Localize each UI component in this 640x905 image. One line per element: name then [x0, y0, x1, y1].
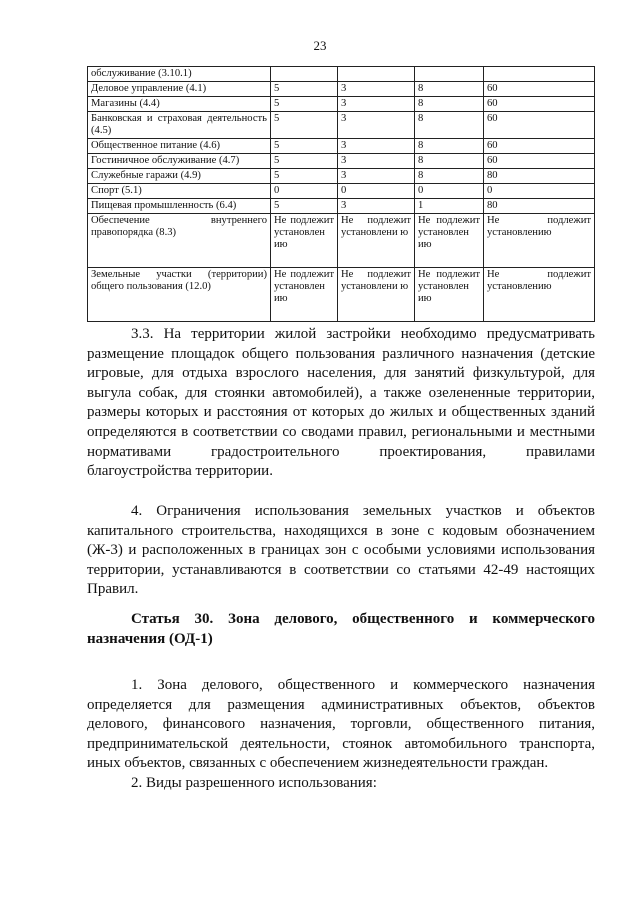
table-cell: 0 — [484, 184, 595, 199]
table-row — [88, 169, 595, 184]
table-cell: обслуживание (3.10.1) — [88, 67, 271, 82]
table-cell: 60 — [484, 139, 595, 154]
table-cell: Не подлежит установлени ю — [338, 214, 415, 268]
table-cell: 0 — [415, 184, 484, 199]
table-cell — [338, 67, 415, 82]
table-row — [88, 214, 595, 268]
table-cell: 3 — [338, 82, 415, 97]
table-cell: 3 — [338, 169, 415, 184]
table-cell: Спорт (5.1) — [88, 184, 271, 199]
page-number: 23 — [313, 38, 327, 53]
table-cell: 5 — [271, 169, 338, 184]
table-cell: 8 — [415, 139, 484, 154]
article-30-heading: Статья 30. Зона делового, общественного и коммерческого назначения (ОД-1) — [87, 611, 595, 647]
table-cell: 3 — [338, 112, 415, 139]
table-cell: Земельные участки (территории) общего пользования (12.0) — [88, 268, 271, 322]
table-cell: Деловое управление (4.1) — [88, 82, 271, 97]
table-cell: Не подлежит установлению — [484, 214, 595, 268]
table-cell: Гостиничное обслуживание (4.7) — [88, 154, 271, 169]
zone-parameters-table — [87, 66, 595, 322]
table-cell: Не подлежит установлен ию — [271, 214, 338, 268]
table-cell: Не подлежит установлению — [484, 268, 595, 322]
table-row — [88, 268, 595, 322]
table-cell: 3 — [338, 199, 415, 214]
table-cell: Банковская и страховая деятельность (4.5) — [88, 112, 271, 139]
table-cell: 0 — [271, 184, 338, 199]
table-cell: 5 — [271, 97, 338, 112]
table-cell: 1 — [415, 199, 484, 214]
table-row — [88, 112, 595, 139]
table-cell: Обеспечение внутреннего правопорядка (8.3) — [88, 214, 271, 268]
table-row — [88, 199, 595, 214]
paragraph-3-3: 3.3. На территории жилой застройки необходимо предусматривать размещение площадок общего пользования различного назначения (детские игровые, для отдыха взрослого населения, для занятий физкультурой, для выгула собак, для стоянки автомобилей), а также озелененные территории, размеры которых и расстояния от которых до жилых и общественных зданий определяются в соответствии со сводами правил, региональными и местными нормативами градостроительного проектирования, правилами благоустройства территории. — [87, 326, 595, 480]
table-cell: 0 — [338, 184, 415, 199]
table-cell: 60 — [484, 97, 595, 112]
table-cell: 8 — [415, 169, 484, 184]
table-cell: 5 — [271, 199, 338, 214]
table-cell: 60 — [484, 154, 595, 169]
table-cell: 8 — [415, 82, 484, 97]
table-row — [88, 82, 595, 97]
table-cell: 5 — [271, 82, 338, 97]
table-cell: 8 — [415, 97, 484, 112]
table-cell: 60 — [484, 112, 595, 139]
table-cell: 60 — [484, 82, 595, 97]
table-cell: Общественное питание (4.6) — [88, 139, 271, 154]
table-cell: Не подлежит установлен ию — [271, 268, 338, 322]
table-cell: Не подлежит установлен ию — [415, 268, 484, 322]
table-cell: 5 — [271, 112, 338, 139]
table-cell: 5 — [271, 154, 338, 169]
table-row — [88, 97, 595, 112]
table-row — [88, 154, 595, 169]
table-cell: 80 — [484, 199, 595, 214]
table-row — [88, 67, 595, 82]
table-cell: 80 — [484, 169, 595, 184]
table-cell: Не подлежит установлени ю — [338, 268, 415, 322]
table-cell: 8 — [415, 154, 484, 169]
table-cell: 3 — [338, 139, 415, 154]
table-cell: Магазины (4.4) — [88, 97, 271, 112]
table-cell — [271, 67, 338, 82]
paragraph-1: 1. Зона делового, общественного и коммерческого назначения определяется для размещения административных объектов, объектов делового, финансового назначения, торговли, общественного питания, предпринимательской деятельности, стоянок автомобильного транспорта, иных объектов, связанных с обеспечением жизнедеятельности граждан. — [87, 677, 595, 772]
table-cell: Не подлежит установлен ию — [415, 214, 484, 268]
table-cell: 3 — [338, 154, 415, 169]
table-cell: Служебные гаражи (4.9) — [88, 169, 271, 184]
table-row — [88, 184, 595, 199]
paragraph-2: 2. Виды разрешенного использования: — [131, 775, 377, 791]
table-cell: 8 — [415, 112, 484, 139]
table-cell — [415, 67, 484, 82]
paragraph-4: 4. Ограничения использования земельных участков и объектов капитального строительства, находящихся в зоне с кодовым обозначением (Ж-3) и расположенных в границах зон с особыми условиями использования территории, устанавливаются в соответствии со статьями 42-49 настоящих Правил. — [87, 503, 595, 598]
table-cell: 3 — [338, 97, 415, 112]
table-cell: 5 — [271, 139, 338, 154]
table-cell: Пищевая промышленность (6.4) — [88, 199, 271, 214]
table-row — [88, 139, 595, 154]
table-cell — [484, 67, 595, 82]
